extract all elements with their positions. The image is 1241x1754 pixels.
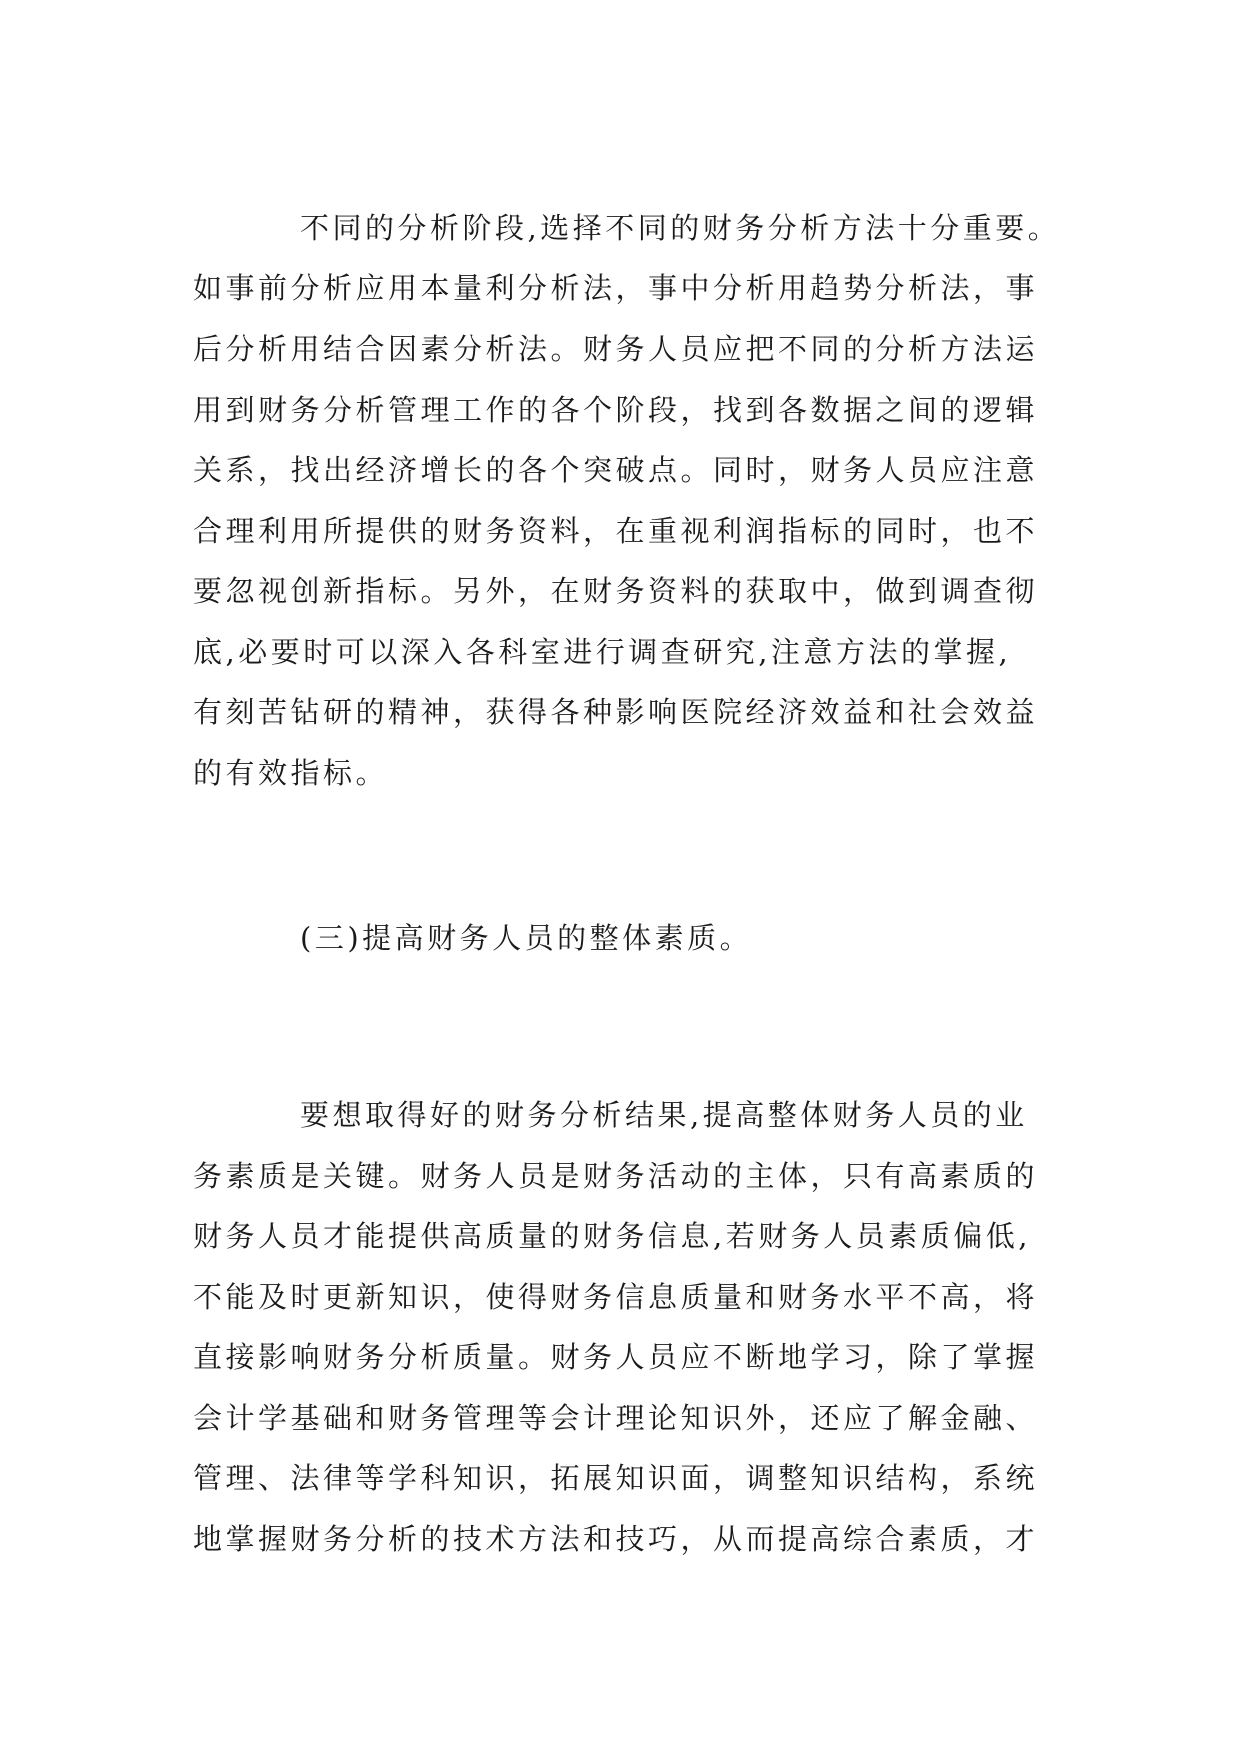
paragraph-1-line-5: 关系，找出经济增长的各个突破点。同时，财务人员应注意 xyxy=(193,453,1039,487)
paragraph-1-line-4: 用到财务分析管理工作的各个阶段，找到各数据之间的逻辑 xyxy=(193,393,1039,427)
paragraph-1-line-7: 要忽视创新指标。另外，在财务资料的获取中，做到调查彻 xyxy=(193,574,1039,608)
paragraph-1-line-10: 的有效指标。 xyxy=(193,756,389,790)
paragraph-1-line-6: 合理利用所提供的财务资料，在重视利润指标的同时，也不 xyxy=(193,514,1039,548)
paragraph-2-line-1: 要想取得好的财务分析结果,提高整体财务人员的业 xyxy=(300,1098,1028,1132)
paragraph-1-line-9: 有刻苦钻研的精神，获得各种影响医院经济效益和社会效益 xyxy=(193,695,1039,729)
paragraph-1-line-3: 后分析用结合因素分析法。财务人员应把不同的分析方法运 xyxy=(193,332,1039,366)
paragraph-1-line-2: 如事前分析应用本量利分析法，事中分析用趋势分析法，事 xyxy=(193,271,1039,305)
paragraph-2-line-7: 管理、法律等学科知识，拓展知识面，调整知识结构，系统 xyxy=(193,1461,1039,1495)
paragraph-1-line-1: 不同的分析阶段,选择不同的财务分析方法十分重要。 xyxy=(300,211,1061,245)
paragraph-2-line-6: 会计学基础和财务管理等会计理论知识外，还应了解金融、 xyxy=(193,1401,1039,1435)
paragraph-2-line-5: 直接影响财务分析质量。财务人员应不断地学习，除了掌握 xyxy=(193,1340,1039,1374)
section-heading: (三)提高财务人员的整体素质。 xyxy=(300,921,753,955)
paragraph-2-line-3: 财务人员才能提供高质量的财务信息,若财务人员素质偏低, xyxy=(193,1219,1031,1253)
paragraph-2-line-8: 地掌握财务分析的技术方法和技巧，从而提高综合素质，才 xyxy=(193,1522,1039,1556)
paragraph-1-line-8: 底,必要时可以深入各科室进行调查研究,注意方法的掌握, xyxy=(193,635,1012,669)
paragraph-2-line-4: 不能及时更新知识，使得财务信息质量和财务水平不高，将 xyxy=(193,1280,1039,1314)
paragraph-2-line-2: 务素质是关键。财务人员是财务活动的主体，只有高素质的 xyxy=(193,1159,1039,1193)
